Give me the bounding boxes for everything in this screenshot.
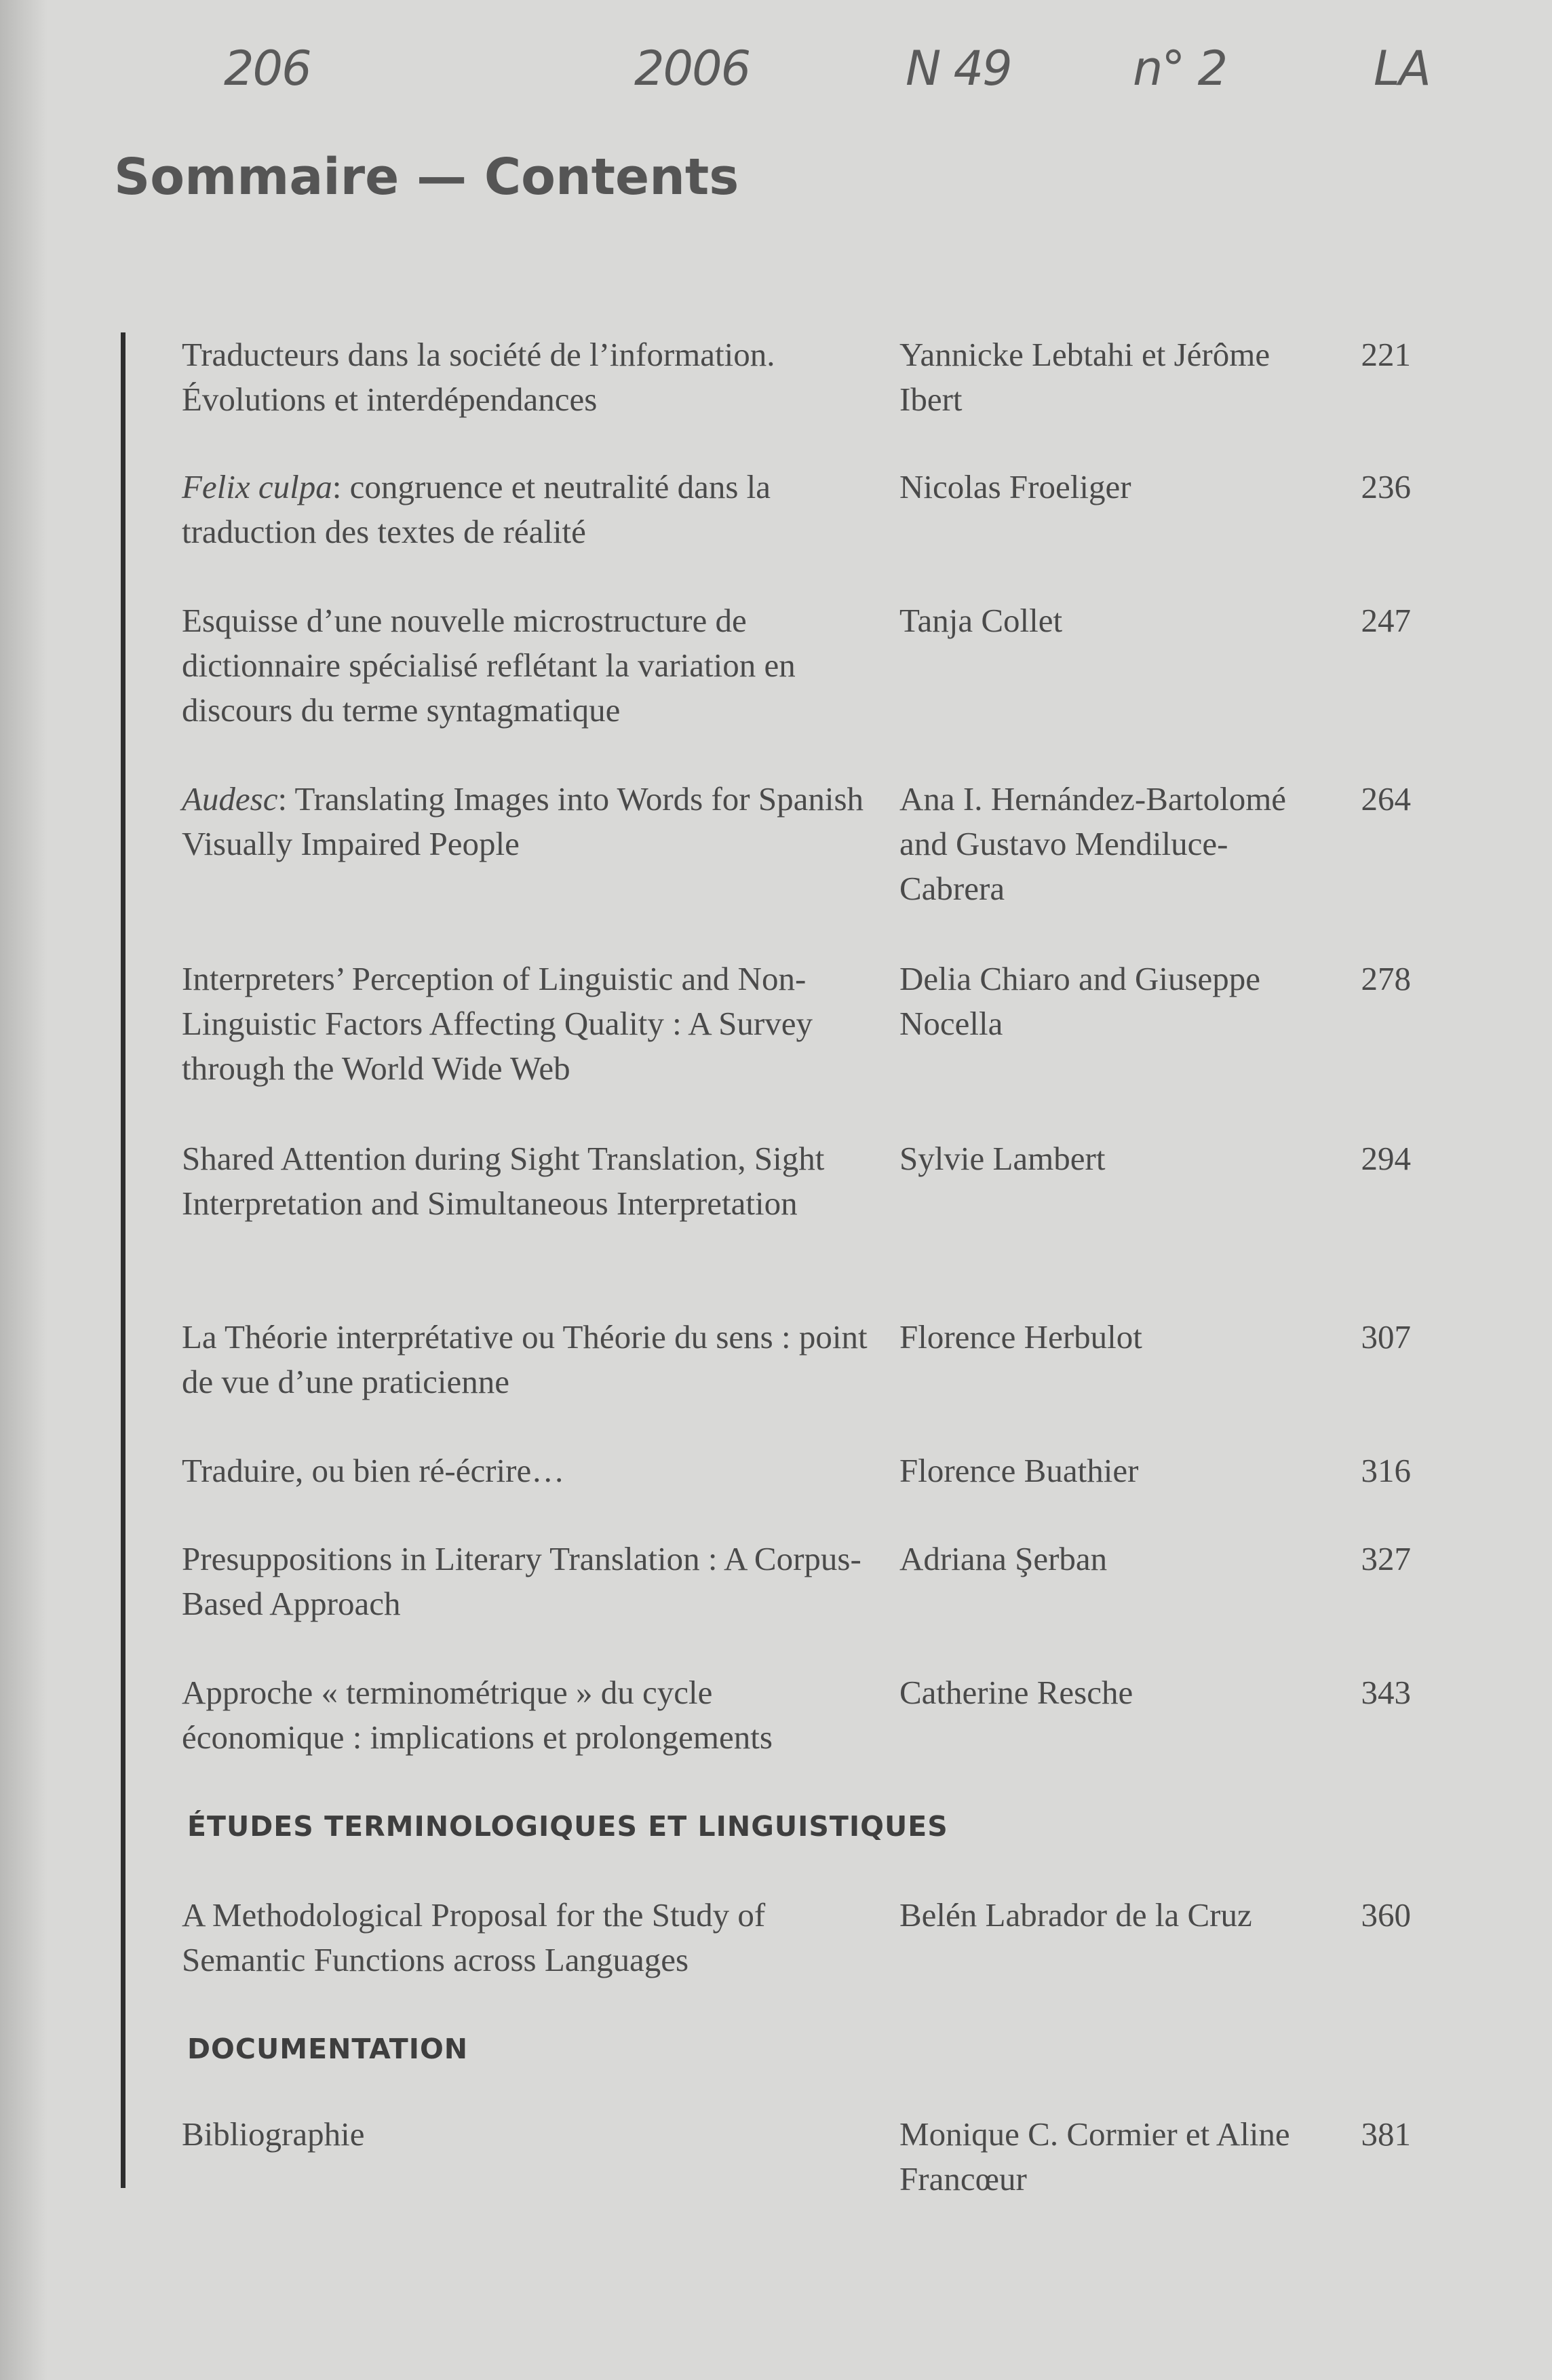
entry-title: Approche « terminométrique » du cycle économique : implications et prolongements bbox=[182, 1674, 773, 1756]
page-title: Sommaire — Contents bbox=[114, 148, 739, 206]
entry-title: Interpreters’ Perception of Linguistic and Non-Linguistic Factors Affecting Quality : A Survey through the World Wide Web bbox=[182, 960, 813, 1087]
section-heading: DOCUMENTATION bbox=[187, 2033, 469, 2065]
entry-title: La Théorie interprétative ou Théorie du sens : point de vue d’une praticienne bbox=[182, 1318, 868, 1400]
handwritten-note: 2006 bbox=[634, 41, 750, 96]
entry-page: 247 bbox=[1361, 602, 1411, 639]
entry-author: Yannicke Lebtahi et Jérôme Ibert bbox=[899, 336, 1270, 418]
entry-title-rest: : Translating Images into Words for Spanish Visually Impaired People bbox=[182, 780, 864, 862]
entry-title bbox=[182, 777, 874, 866]
entry-title: A Methodological Proposal for the Study of Semantic Functions across Languages bbox=[182, 1896, 766, 1978]
entry-page: 278 bbox=[1361, 960, 1411, 997]
entry-title: Traducteurs dans la société de l’information. Évolutions et interdépendances bbox=[182, 336, 775, 418]
entry-page: 327 bbox=[1361, 1540, 1411, 1577]
entry-title: Traduire, ou bien ré-écrire… bbox=[182, 1452, 565, 1489]
entry-page: 343 bbox=[1361, 1674, 1411, 1711]
section-heading: ÉTUDES TERMINOLOGIQUES ET LINGUISTIQUES bbox=[187, 1810, 948, 1843]
entry-author: Florence Herbulot bbox=[899, 1318, 1142, 1356]
entry-page: 316 bbox=[1361, 1452, 1411, 1489]
entry-page: 307 bbox=[1361, 1318, 1411, 1356]
entry-page: 360 bbox=[1361, 1896, 1411, 1934]
entry-title bbox=[182, 465, 874, 554]
entry-author: Ana I. Hernández-Bartolomé and Gustavo Mendiluce-Cabrera bbox=[899, 780, 1287, 907]
entry-page: 221 bbox=[1361, 336, 1411, 373]
entry-title: Esquisse d’une nouvelle microstructure de dictionnaire spécialisé reflétant la variation en discours du terme syntagmatique bbox=[182, 602, 796, 729]
entry-author: Delia Chiaro and Giuseppe Nocella bbox=[899, 960, 1261, 1042]
page-edge-shadow bbox=[0, 0, 47, 2380]
entry-author: Monique C. Cormier et Aline Francœur bbox=[899, 2115, 1290, 2197]
entry-title: Shared Attention during Sight Translation, Sight Interpretation and Simultaneous Interpretation bbox=[182, 1140, 825, 1222]
entry-page: 236 bbox=[1361, 468, 1411, 505]
entry-author: Catherine Resche bbox=[899, 1674, 1133, 1711]
entry-author: Tanja Collet bbox=[899, 602, 1063, 639]
entry-page: 381 bbox=[1361, 2115, 1411, 2153]
entry-author: Adriana Şerban bbox=[899, 1540, 1108, 1577]
entry-author: Sylvie Lambert bbox=[899, 1140, 1106, 1177]
handwritten-note: n° 2 bbox=[1133, 41, 1227, 96]
entry-title-rest: : congruence et neutralité dans la traduction des textes de réalité bbox=[182, 468, 771, 550]
handwritten-note: 206 bbox=[224, 41, 311, 96]
entry-title: Bibliographie bbox=[182, 2115, 365, 2153]
entry-title: Presuppositions in Literary Translation : A Corpus-Based Approach bbox=[182, 1540, 861, 1622]
handwritten-note: N 49 bbox=[906, 41, 1011, 96]
entry-title-italic: Audesc bbox=[182, 780, 278, 818]
entry-author: Florence Buathier bbox=[899, 1452, 1139, 1489]
entry-author: Nicolas Froeliger bbox=[899, 468, 1131, 505]
entry-title-italic: Felix culpa bbox=[182, 468, 332, 505]
vertical-rule bbox=[121, 332, 125, 2188]
entry-page: 264 bbox=[1361, 780, 1411, 818]
handwritten-note: LA bbox=[1374, 41, 1430, 96]
entry-author: Belén Labrador de la Cruz bbox=[899, 1896, 1252, 1934]
entry-page: 294 bbox=[1361, 1140, 1411, 1177]
